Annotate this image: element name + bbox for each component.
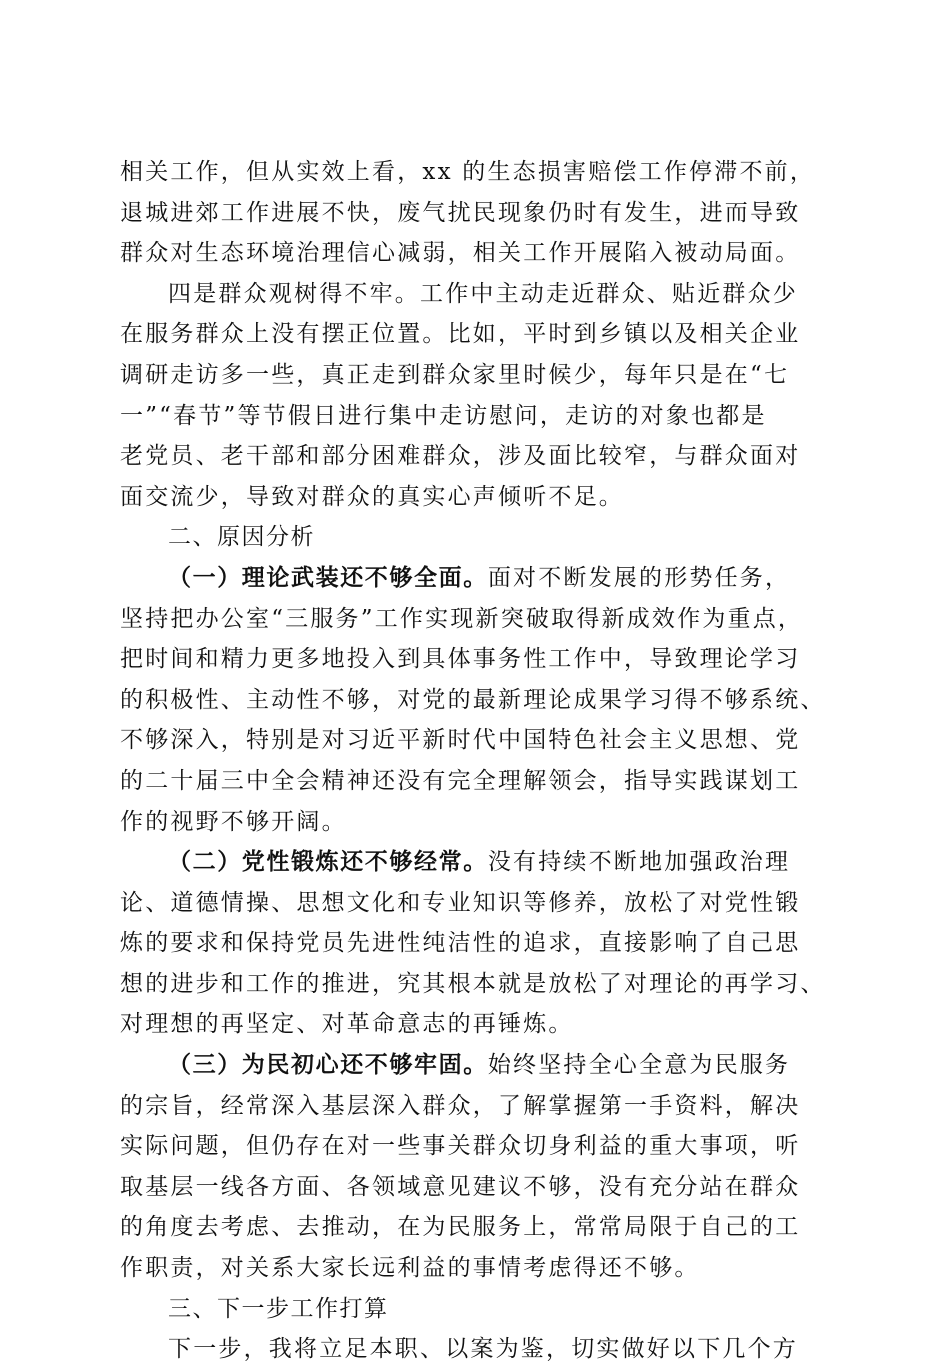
body-line: 群众对生态环境治理信心减弱，相关工作开展陷入被动局面。 — [120, 240, 801, 267]
subsection-title-3: （三）为民初心还不够牢固。 — [168, 1052, 488, 1079]
body-line: 在服务群众上没有摆正位置。比如，平时到乡镇以及相关企业 — [120, 321, 801, 348]
body-line: 作职责，对关系大家长远利益的事情考虑得还不够。 — [120, 1255, 700, 1282]
subsection-text-3: 始终坚持全心全意为民服务 — [487, 1052, 791, 1079]
body-line: 取基层一线各方面、各领域意见建议不够，没有充分站在群众 — [120, 1173, 801, 1200]
body-line: 把时间和精力更多地投入到具体事务性工作中，导致理论学习 — [120, 646, 801, 673]
body-line: 想的进步和工作的推进，究其根本就是放松了对理论的再学习、 — [120, 970, 826, 997]
paragraph-start-line: 四是群众观树得不牢。工作中主动走近群众、贴近群众少 — [168, 280, 798, 307]
subsection-text-1: 面对不断发展的形势任务， — [487, 564, 791, 591]
body-line: 作的视野不够开阔。 — [120, 808, 347, 835]
subsection-line — [120, 1045, 832, 1086]
subsection-line — [120, 558, 832, 599]
body-line: 坚持把办公室“三服务”工作实现新突破取得新成效作为重点， — [120, 605, 804, 632]
body-line: 的二十届三中全会精神还没有完全理解领会，指导实践谋划工 — [120, 767, 801, 794]
subsection-text-2: 没有持续不断地加强政治理 — [487, 849, 791, 876]
body-line: 面交流少，导致对群众的真实心声倾听不足。 — [120, 483, 624, 510]
body-line: 不够深入，特别是对习近平新时代中国特色社会主义思想、党 — [120, 727, 801, 754]
subsection-title-1: （一）理论武装还不够全面。 — [168, 564, 488, 591]
paragraph-start-line: 下一步，我将立足本职、以案为鉴，切实做好以下几个方 — [168, 1336, 798, 1363]
body-line: 一”“春节”等节假日进行集中走访慰问，走访的对象也都是 — [120, 402, 767, 429]
body-line: 炼的要求和保持党员先进性纯洁性的追求，直接影响了自己思 — [120, 930, 801, 957]
body-line: 的角度去考虑、去推动，在为民服务上，常常局限于自己的工 — [120, 1214, 801, 1241]
body-line: 论、道德情操、思想文化和专业知识等修养，放松了对党性锻 — [120, 889, 801, 916]
section-heading-next-steps: 三、下一步工作打算 — [168, 1295, 389, 1322]
body-line: 的宗旨，经常深入基层深入群众，了解掌握第一手资料，解决 — [120, 1092, 801, 1119]
body-line: 老党员、老干部和部分困难群众，涉及面比较窄，与群众面对 — [120, 443, 801, 470]
body-line: 相关工作，但从实效上看，xx 的生态损害赔偿工作停滞不前， — [120, 159, 816, 185]
body-line: 退城进郊工作进展不快，废气扰民现象仍时有发生，进而导致 — [120, 199, 801, 226]
subsection-title-2: （二）党性锻炼还不够经常。 — [168, 849, 488, 876]
body-line: 调研走访多一些，真正走到群众家里时候少，每年只是在“七 — [120, 361, 790, 388]
body-line: 实际问题，但仍存在对一些事关群众切身利益的重大事项，听 — [120, 1133, 801, 1160]
body-line: 的积极性、主动性不够，对党的最新理论成果学习得不够系统、 — [120, 686, 826, 713]
body-line: 对理想的再坚定、对革命意志的再锤炼。 — [120, 1011, 574, 1038]
section-heading-cause-analysis: 二、原因分析 — [168, 524, 315, 551]
subsection-line — [120, 842, 832, 883]
document-body — [120, 152, 832, 1370]
